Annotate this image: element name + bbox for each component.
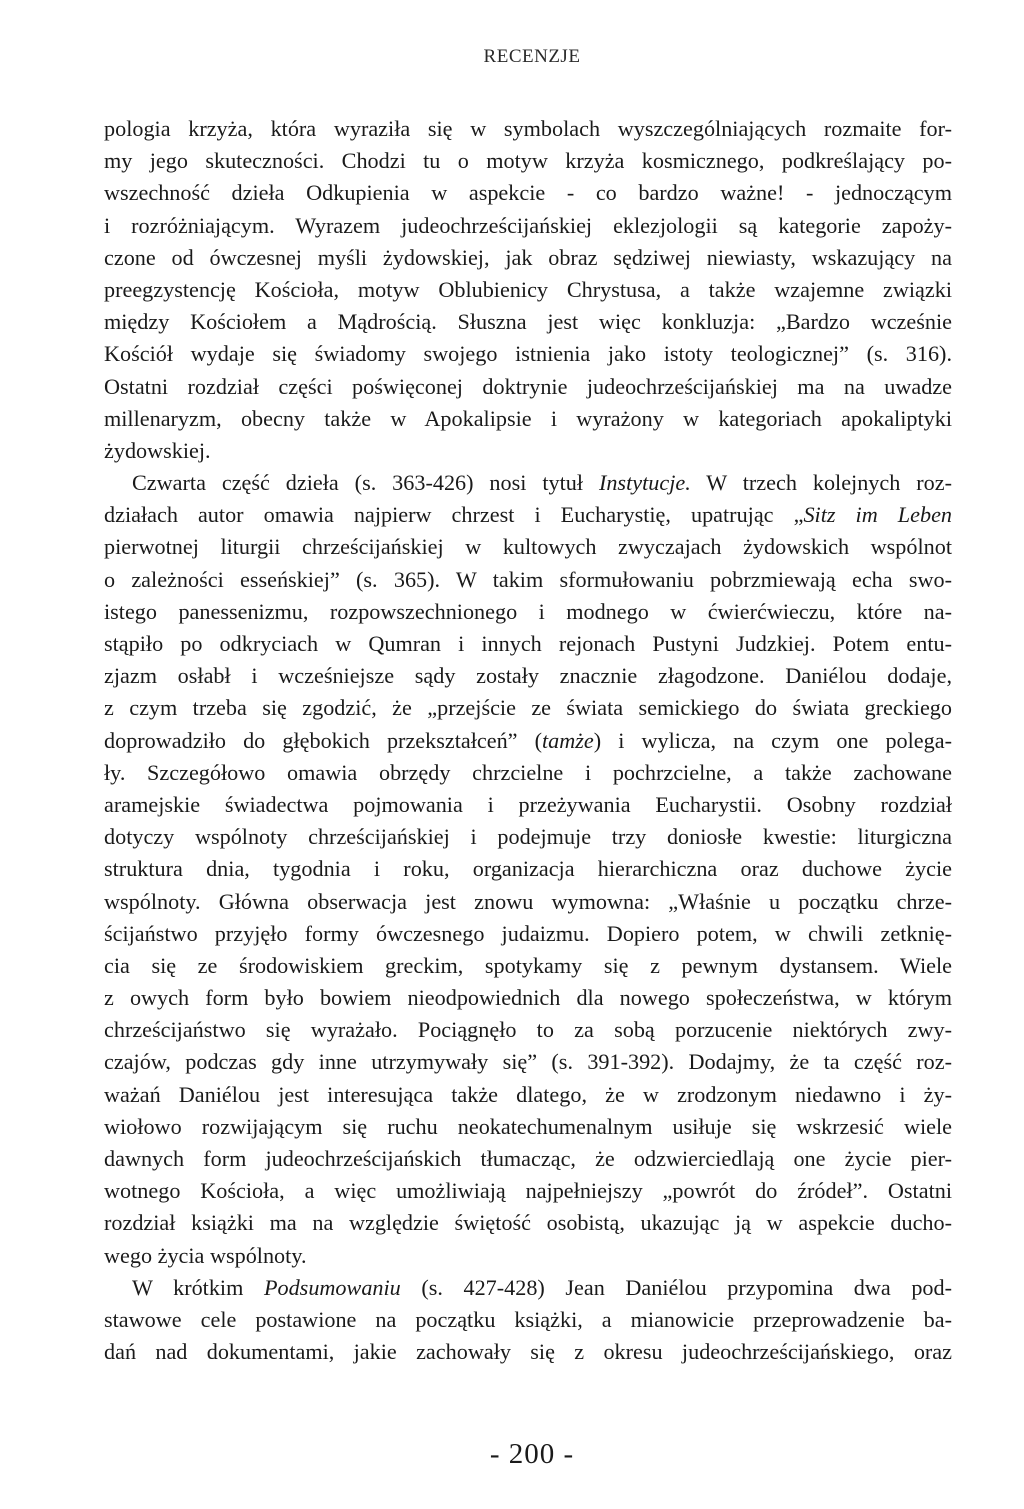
text-segment: zjazm osłabł i wcześniejsze sądy zostały znacznie złagodzone. Daniélou dodaje, xyxy=(104,663,952,689)
text-line xyxy=(104,338,952,370)
text-line xyxy=(104,1046,952,1078)
text-segment: rozdział książki ma na względzie świętość osobistą, ukazując ją w aspekcie ducho- xyxy=(104,1210,952,1236)
text-line xyxy=(104,821,952,853)
text-segment: dawnych form judeochrześcijańskich tłumacząc, że odzwierciedlają one życie pier- xyxy=(104,1146,952,1171)
text-line xyxy=(104,403,952,435)
text-segment: ) i wylicza, na czym one polega- xyxy=(593,727,952,753)
text-line xyxy=(104,596,952,628)
text-segment: z owych form było bowiem nieodpowiednich dla nowego społeczeństwa, w którym xyxy=(104,985,952,1011)
text-segment: żydowskiej. xyxy=(104,437,211,463)
text-segment: i rozróżniającym. Wyrazem judeochrześcijańskiej eklezjologii są kategorie zapoży- xyxy=(104,212,952,238)
italic-title-text: Instytucje. xyxy=(598,470,691,496)
text-line xyxy=(104,853,952,885)
text-line xyxy=(104,1111,952,1143)
text-line xyxy=(104,789,952,821)
text-line xyxy=(104,1207,952,1239)
text-segment: działach autor omawia najpierw chrzest i Eucharystię, upatrując „ xyxy=(104,502,804,528)
text-segment: ły. Szczegółowo omawia obrzędy chrzcielne i pochrzcielne, a także zachowane xyxy=(104,759,952,785)
text-line xyxy=(104,1304,952,1336)
text-line xyxy=(104,274,952,306)
text-line xyxy=(104,531,952,563)
text-line xyxy=(104,886,952,918)
text-segment: dotyczy wspólnoty chrześcijańskiej i podejmuje trzy doniosłe kwestie: liturgiczna xyxy=(104,824,952,850)
text-segment: wszechność dzieła Odkupienia w aspekcie - co bardzo ważne! - jednoczącym xyxy=(104,180,952,206)
text-segment: o zależności esseńskiej” (s. 365). W takim sformułowaniu pobrzmiewają echa swo- xyxy=(104,566,952,592)
text-segment: chrześcijaństwo się wyrażało. Pociągnęło to za sobą porzucenie niektórych zwy- xyxy=(104,1017,952,1043)
text-segment: W trzech kolejnych roz- xyxy=(690,470,952,496)
text-segment: wego życia wspólnoty. xyxy=(104,1242,307,1268)
text-line xyxy=(104,177,952,209)
italic-title-text: Podsumowaniu xyxy=(263,1274,401,1300)
text-line xyxy=(104,692,952,724)
text-line xyxy=(104,757,952,789)
text-segment: wiołowo rozwijającym się ruchu neokatechumenalnym usiłuje się wskrzesić wiele xyxy=(104,1113,952,1139)
page-number: - 200 - xyxy=(489,1438,575,1470)
text-segment: stąpiło po odkryciach w Qumran i innych rejonach Pustyni Judzkiej. Potem entu- xyxy=(104,631,952,656)
text-line xyxy=(104,499,952,531)
text-line xyxy=(104,145,952,177)
text-segment: pologia krzyża, która wyraziła się w symbolach wyszczególniających rozmaite for- xyxy=(104,116,952,141)
text-line xyxy=(104,982,952,1014)
text-segment: Kościół wydaje się świadomy swojego istnienia jako istoty teologicznej” (s. 316). xyxy=(104,341,952,367)
text-line xyxy=(104,306,952,338)
text-line xyxy=(104,950,952,982)
text-segment: Czwarta część dzieła (s. 363-426) nosi tytuł xyxy=(132,470,599,496)
text-segment: czajów, podczas gdy inne utrzymywały się” (s. 391-392). Dodajmy, że ta część roz- xyxy=(104,1049,952,1075)
text-line xyxy=(104,1143,952,1175)
text-segment: stawowe cele postawione na początku książki, a mianowicie przeprowadzenie ba- xyxy=(104,1306,952,1332)
text-line xyxy=(104,1240,952,1272)
text-line xyxy=(104,467,952,499)
text-line xyxy=(104,1272,952,1304)
review-body-text xyxy=(104,113,952,1368)
text-segment: czone od ówczesnej myśli żydowskiej, jak obraz sędziwej niewiasty, wskazujący na xyxy=(104,244,952,270)
text-segment: z czym trzeba się zgodzić, że „przejście ze świata semickiego do świata greckiego xyxy=(104,695,952,721)
text-segment: wspólnoty. Główna obserwacja jest znowu wymowna: „Właśnie u początku chrze- xyxy=(104,888,952,914)
text-segment: ważań Daniélou jest interesująca także dlatego, że w zrodzonym niedawno i ży- xyxy=(104,1081,952,1107)
text-line xyxy=(104,1079,952,1111)
text-segment: (s. 427-428) Jean Daniélou przypomina dwa pod- xyxy=(400,1274,952,1300)
text-line xyxy=(104,435,952,467)
text-line xyxy=(104,1014,952,1046)
italic-title-text: Sitz im Leben xyxy=(803,502,953,528)
text-segment: aramejskie świadectwa pojmowania i przeżywania Eucharystii. Osobny rozdział xyxy=(104,791,952,817)
text-segment: struktura dnia, tygodnia i roku, organizacja hierarchiczna oraz duchowe życie xyxy=(104,856,952,882)
text-segment: doprowadziło do głębokich przekształceń” ( xyxy=(104,727,543,753)
text-segment: Ostatni rozdział części poświęconej doktrynie judeochrześcijańskiej ma na uwadze xyxy=(104,373,952,399)
text-segment: cia się ze środowiskiem greckim, spotykamy się z pewnym dystansem. Wiele xyxy=(104,952,952,978)
text-line xyxy=(104,628,952,660)
text-segment: my jego skuteczności. Chodzi tu o motyw krzyża kosmicznego, podkreślający po- xyxy=(104,148,952,174)
italic-title-text: tamże xyxy=(542,727,594,753)
text-line xyxy=(104,918,952,950)
text-line xyxy=(104,113,952,145)
text-segment: istego panessenizmu, rozpowszechnionego i modnego w ćwierćwieczu, które na- xyxy=(104,598,952,624)
text-line xyxy=(104,1336,952,1368)
text-segment: między Kościołem a Mądrością. Słuszna jest więc konkluzja: „Bardzo wcześnie xyxy=(104,309,952,335)
text-line xyxy=(104,564,952,596)
text-line xyxy=(104,242,952,274)
text-line xyxy=(104,210,952,242)
text-segment: wotnego Kościoła, a więc umożliwiają najpełniejszy „powrót do źródeł”. Ostatni xyxy=(104,1178,952,1204)
text-segment: pierwotnej liturgii chrześcijańskiej w kultowych zwyczajach żydowskich wspólnot xyxy=(104,534,952,560)
text-segment: W krótkim xyxy=(132,1274,264,1300)
text-segment: dań nad dokumentami, jakie zachowały się z okresu judeochrześcijańskiego, oraz xyxy=(104,1339,952,1365)
text-line xyxy=(104,371,952,403)
text-segment: preegzystencję Kościoła, motyw Oblubienicy Chrystusa, a także wzajemne związki xyxy=(104,276,952,302)
text-line xyxy=(104,725,952,757)
text-segment: ścijaństwo przyjęło formy ówczesnego judaizmu. Dopiero potem, w chwili zetknię- xyxy=(104,920,952,946)
running-header: RECENZJE xyxy=(483,46,581,67)
text-line xyxy=(104,1175,952,1207)
text-line xyxy=(104,660,952,692)
text-segment: millenaryzm, obecny także w Apokalipsie i wyrażony w kategoriach apokaliptyki xyxy=(104,405,952,431)
